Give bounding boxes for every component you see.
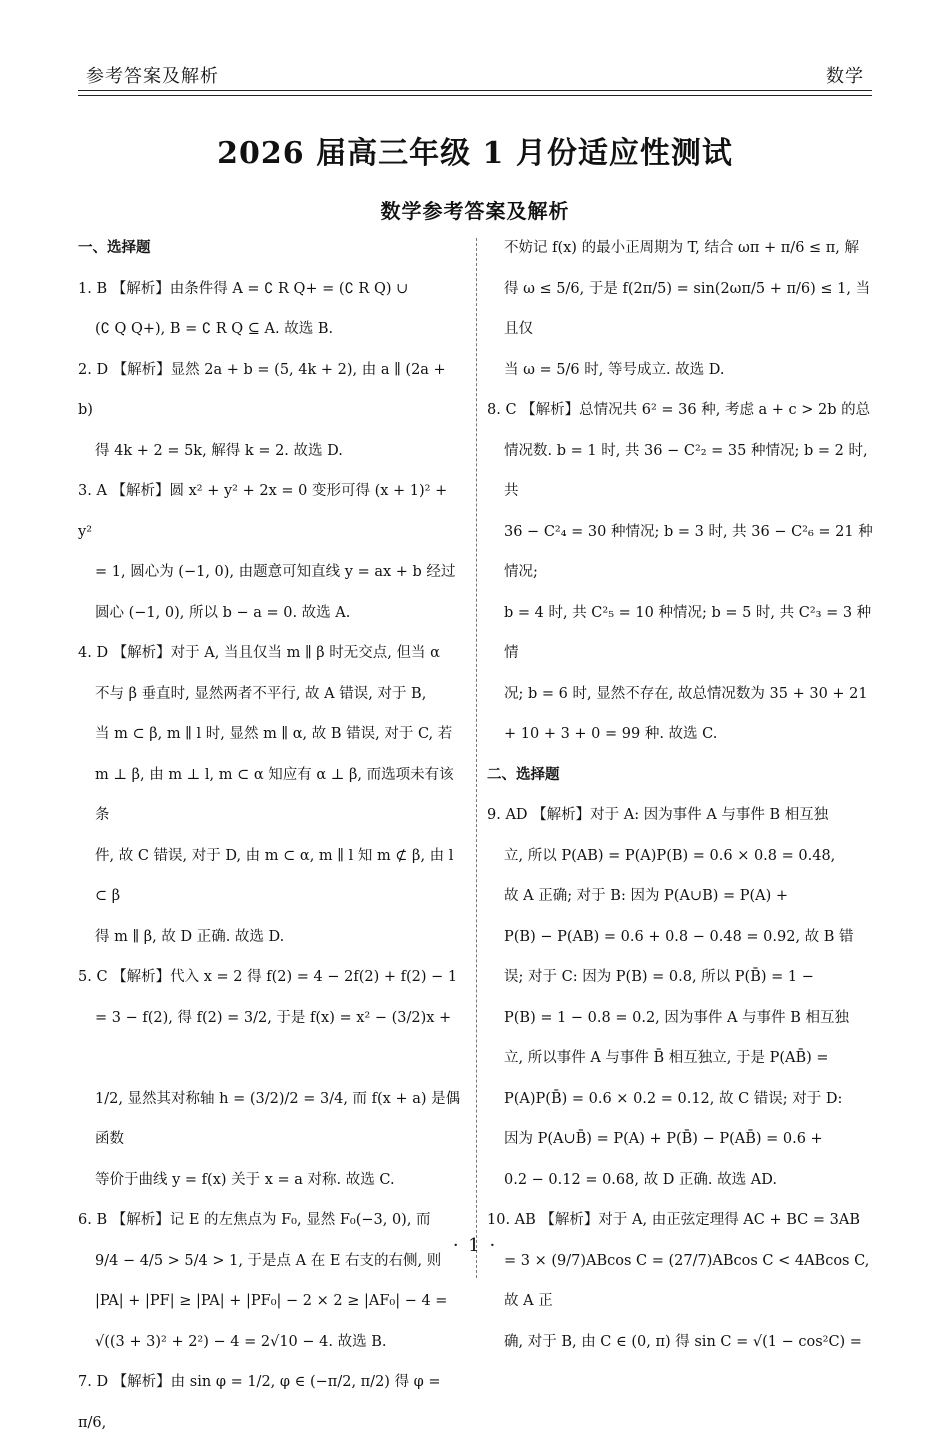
text-line: 不与 β 垂直时, 显然两者不平行, 故 A 错误, 对于 B, — [95, 685, 427, 702]
text-line: 立, 所以 P(AB) = P(A)P(B) = 0.6 × 0.8 = 0.48, — [504, 847, 836, 864]
text-line: 不妨记 f(x) 的最小正周期为 T, 结合 ωπ + π/6 ≤ π, 解 — [504, 240, 860, 256]
text-line: = 3 − f(2), 得 f(2) = 3/2, 于是 f(x) = x² − (3/2)x + — [95, 1009, 452, 1026]
text-line: 当 m ⊂ β, m ∥ l 时, 显然 m ∥ α, 故 B 错误, 对于 C, 若 — [95, 726, 453, 742]
text-line: 确, 对于 B, 由 C ∈ (0, π) 得 sin C = √(1 − cos²C) = — [504, 1333, 862, 1350]
right-column — [487, 228, 875, 1362]
header-left: 参考答案及解析 — [86, 66, 219, 87]
text-line: 5. C 【解析】代入 x = 2 得 f(2) = 4 − 2f(2) + f(2) − 1 — [78, 969, 458, 985]
text-line: 等价于曲线 y = f(x) 关于 x = a 对称. 故选 C. — [95, 1171, 395, 1188]
page-number: · 1 · — [452, 1235, 498, 1256]
left-column — [78, 228, 464, 1443]
text-line: 1. B 【解析】由条件得 A = ∁ R Q+ = (∁ R Q) ∪ — [78, 280, 409, 297]
text-line: 9/4 − 4/5 > 5/4 > 1, 于是点 A 在 E 右支的右侧, 则 — [95, 1252, 442, 1269]
text-line: 得 m ∥ β, 故 D 正确. 故选 D. — [95, 928, 285, 945]
text-line: 3. A 【解析】圆 x² + y² + 2x = 0 变形可得 (x + 1)² + y² — [78, 483, 448, 540]
text-line: 得 ω ≤ 5/6, 于是 f(2π/5) = sin(2ωπ/5 + π/6) ≤ 1, 当且仅 — [504, 280, 871, 337]
column-divider — [476, 238, 477, 1278]
text-line: 10. AB 【解析】对于 A, 由正弦定理得 AC + BC = 3AB — [487, 1212, 860, 1228]
text-line: 件, 故 C 错误, 对于 D, 由 m ⊂ α, m ∥ l 知 m ⊄ β, 由 l ⊂ β — [95, 847, 454, 904]
text-line: 6. B 【解析】记 E 的左焦点为 F₀, 显然 F₀(−3, 0), 而 — [78, 1212, 431, 1228]
text-line: 0.2 − 0.12 = 0.68, 故 D 正确. 故选 AD. — [504, 1171, 777, 1188]
page-header — [78, 58, 872, 92]
text-line: 当 ω = 5/6 时, 等号成立. 故选 D. — [504, 361, 725, 378]
text-line: 误; 对于 C: 因为 P(B) = 0.8, 所以 P(B̄) = 1 − — [504, 969, 814, 985]
text-line: m ⊥ β, 由 m ⊥ l, m ⊂ α 知应有 α ⊥ β, 而选项未有该条 — [95, 766, 454, 823]
header-rule-thick — [78, 90, 872, 91]
text-line — [78, 1038, 464, 1079]
text-line: 况; b = 6 时, 显然不存在, 故总情况数为 35 + 30 + 21 — [504, 685, 868, 702]
text-line: (∁ Q Q+), B = ∁ R Q ⊆ A. 故选 B. — [95, 321, 334, 337]
text-line: 7. D 【解析】由 sin φ = 1/2, φ ∈ (−π/2, π/2) 得 φ = π/6, — [78, 1374, 441, 1431]
text-line: 情况数. b = 1 时, 共 36 − C²₂ = 35 种情况; b = 2 时, 共 — [504, 442, 868, 499]
text-line: 因为 P(A∪B̄) = P(A) + P(B̄) − P(AB̄) = 0.6 + — [504, 1131, 823, 1147]
header-rule-thin — [78, 95, 872, 96]
header-right: 数学 — [826, 66, 864, 87]
page-title: 2026 届高三年级 1 月份适应性测试 — [217, 136, 733, 171]
page-subtitle: 数学参考答案及解析 — [380, 199, 570, 223]
text-line: 立, 所以事件 A 与事件 B̄ 相互独立, 于是 P(AB̄) = — [504, 1050, 829, 1066]
text-line: 8. C 【解析】总情况共 6² = 36 种, 考虑 a + c > 2b 的总 — [487, 402, 871, 418]
text-line: 1/2, 显然其对称轴 h = (3/2)/2 = 3/4, 而 f(x + a) 是偶函数 — [95, 1090, 461, 1147]
text-line: 得 4k + 2 = 5k, 解得 k = 2. 故选 D. — [95, 442, 343, 459]
text-line: 9. AD 【解析】对于 A: 因为事件 A 与事件 B 相互独 — [487, 807, 829, 823]
section-heading: 一、选择题 — [78, 239, 151, 256]
text-line: 圆心 (−1, 0), 所以 b − a = 0. 故选 A. — [95, 604, 351, 621]
text-line: 36 − C²₄ = 30 种情况; b = 3 时, 共 36 − C²₆ = 21 种情况; — [504, 523, 873, 580]
text-line: √((3 + 3)² + 2²) − 4 = 2√10 − 4. 故选 B. — [95, 1333, 387, 1350]
text-line: 4. D 【解析】对于 A, 当且仅当 m ∥ β 时无交点, 但当 α — [78, 645, 440, 661]
text-line: P(B) − P(AB) = 0.6 + 0.8 − 0.48 = 0.92, 故 B 错 — [504, 928, 854, 945]
text-line: P(A)P(B̄) = 0.6 × 0.2 = 0.12, 故 C 错误; 对于 D: — [504, 1090, 843, 1107]
text-line: 2. D 【解析】显然 2a + b = (5, 4k + 2), 由 a ∥ (2a + b) — [78, 361, 446, 418]
text-line: P(B) = 1 − 0.8 = 0.2, 因为事件 A 与事件 B 相互独 — [504, 1009, 849, 1026]
text-line: |PA| + |PF| ≥ |PA| + |PF₀| − 2 × 2 ≥ |AF₀| − 4 = — [95, 1293, 448, 1309]
text-line: + 10 + 3 + 0 = 99 种. 故选 C. — [504, 726, 718, 742]
text-line: = 3 × (9/7)ABcos C = (27/7)ABcos C < 4ABcos C, 故 A 正 — [504, 1252, 870, 1309]
text-line: b = 4 时, 共 C²₅ = 10 种情况; b = 5 时, 共 C²₃ = 3 种情 — [504, 604, 872, 661]
section-heading: 二、选择题 — [487, 765, 560, 783]
text-line: 故 A 正确; 对于 B: 因为 P(A∪B) = P(A) + — [504, 888, 789, 904]
text-line: = 1, 圆心为 (−1, 0), 由题意可知直线 y = ax + b 经过 — [95, 564, 456, 580]
